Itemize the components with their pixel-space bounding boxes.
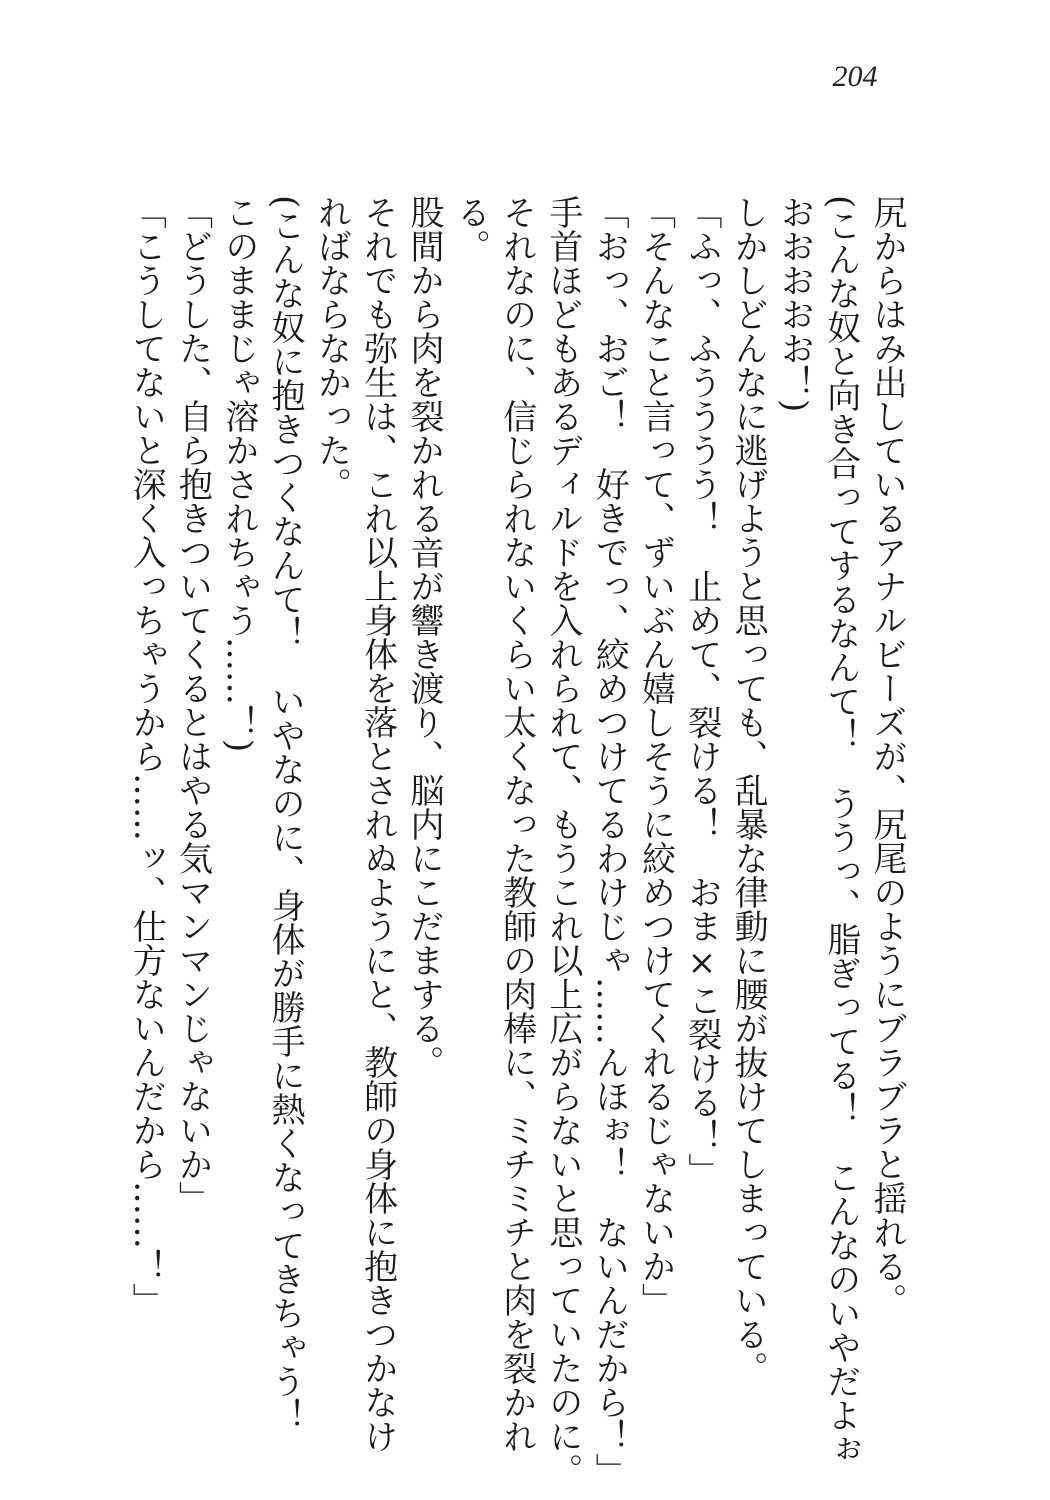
text-line: 「おっ、おご！ 好きでっ、絞めつけてるわけじゃ……んほぉ！ ないんだから！」 xyxy=(589,195,630,1487)
text-line: 尻からはみ出しているアナルビーズが、尻尾のようにブラブラと揺れる。 xyxy=(867,195,907,1317)
text-line: ればならなかった。 xyxy=(311,195,352,501)
text-line: る。 xyxy=(450,195,491,263)
text-line: 手首ほどもあるディルドを入れられて、もうこれ以上広がらないと思っていたのに。 xyxy=(542,195,583,1487)
text-line: (こんな奴と向き合ってするなんて！ ううっ、脂ぎってる！ こんなのいやだよぉ xyxy=(820,195,861,1467)
text-line: (こんな奴に抱きつくなんて！ いやなのに、身体が勝手に熱くなってきちゃう！ xyxy=(265,195,306,1433)
page-number: 204 xyxy=(832,60,878,93)
novel-text-body xyxy=(126,195,910,1487)
text-line: 「ふっ、ふうううう！ 止めて、裂ける！ おま×こ裂ける！」 xyxy=(681,195,722,1187)
text-line: しかしどんなに逃げようと思っても、乱暴な律動に腰が抜けてしまっている。 xyxy=(728,195,769,1385)
text-line: このままじゃ溶かされちゃう……！) xyxy=(218,195,259,753)
text-line: それなのに、信じられないくらい太くなった教師の肉棒に、ミチミチと肉を裂かれ xyxy=(496,195,537,1453)
text-line: 「そんなこと言って、ずいぶん嬉しそうに絞めつけてくれるじゃないか」 xyxy=(635,195,676,1317)
text-line: 「どうした、自ら抱きついてくるとはやる気マンマンじゃないか」 xyxy=(172,195,213,1215)
text-line: 「こうしてないと深く入っちゃうから……ッ、仕方ないんだから……！」 xyxy=(126,195,167,1317)
text-line: おおおおお！) xyxy=(774,195,815,413)
text-line: 股間から肉を裂かれる音が響き渡り、脳内にこだまする。 xyxy=(404,195,445,1079)
text-line: それでも弥生は、これ以上身体を落とされぬようにと、教師の身体に抱きつかなけ xyxy=(357,195,398,1453)
